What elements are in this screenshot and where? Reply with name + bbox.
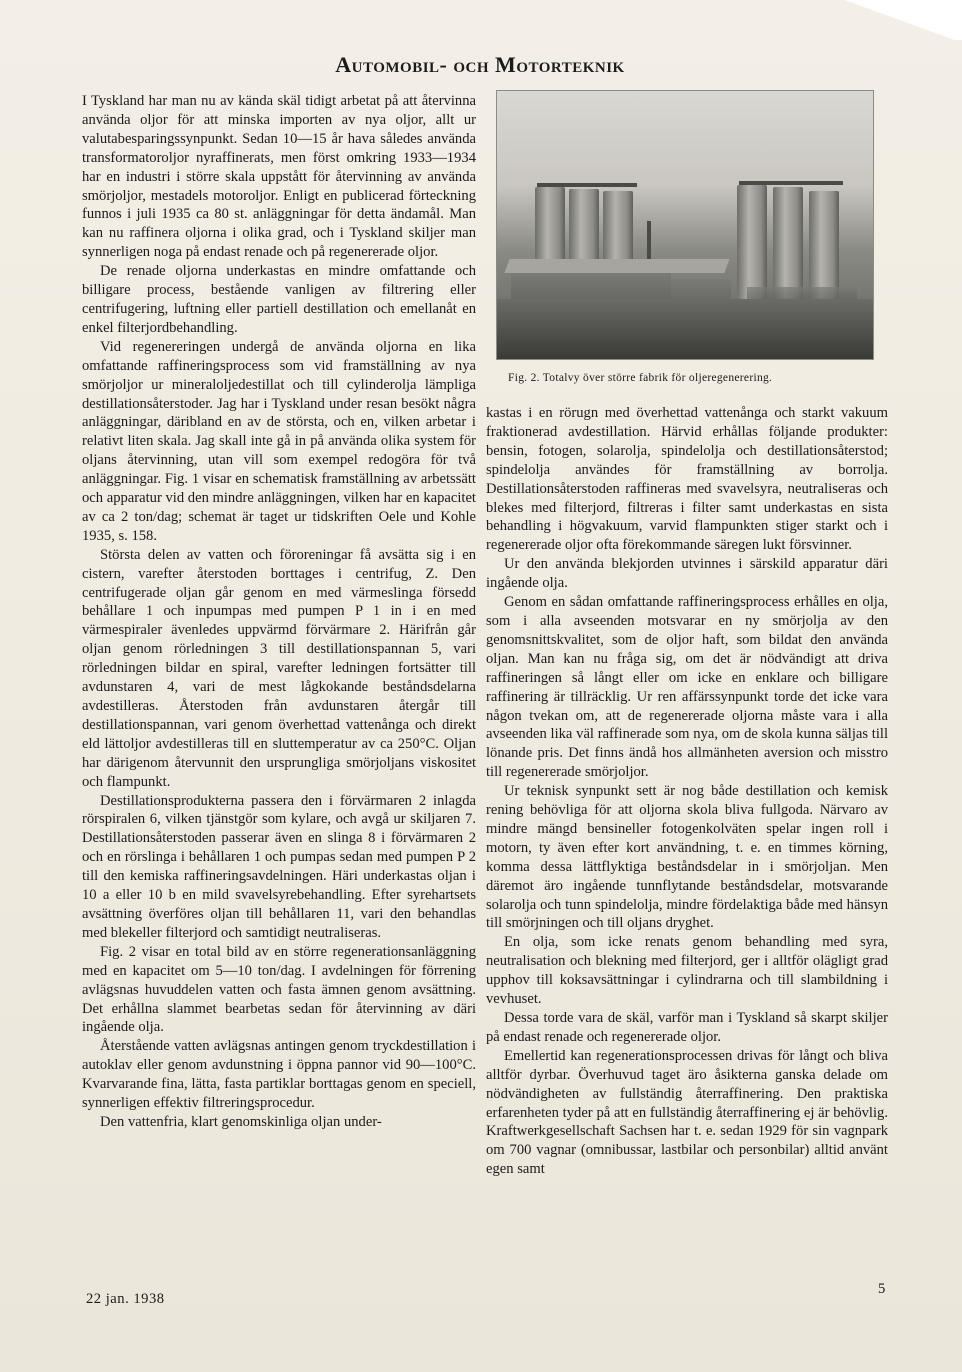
- issue-date: 22 jan. 1938: [86, 1291, 165, 1307]
- paragraph: Vid regenereringen undergå de använda oljorna en lika omfattande raffineringsprocess som vid framställning av nya smörjoljor ur mineraloljedestillat och till cylinderolja lämpliga destillationsåterstoder. Jag har i Tyskland under resan besökt några anläggningar, däribland en av de största, och en, vilken arbetar i relativt liten skala. Jag skall inte gå in på använda olika system för oljans återvinning, utan vill som exempel redogöra för två anläggningar. Fig. 1 visar en schematisk framställning av arbetssätt och apparatur vid den mindre anläggningen, vilken har en kapacitet av ca 2 ton/dag; schemat är taget ur tidskriften Oele und Kohle 1935, s. 158.: [82, 338, 476, 544]
- paragraph: I Tyskland har man nu av kända skäl tidigt arbetat på att återvinna använda oljor för att minska importen av nya oljor, allt ur valutabesparingssynpunkt. Sedan 10—15 år hava således använda transformatoroljor nyraffinerats, men först omkring 1933—1934 har en industri i större skala uppstått för återvinning av använda smörjoljor, mestadels motoroljor. Enligt en publicerad förteckning funnos i juli 1935 ca 80 st. anläggningar för detta ändamål. Man kan nu raffinera oljorna i olika grad, och i Tyskland skiljer man synnerligen noga på endast renade och på regenererade oljor.: [82, 93, 476, 261]
- paragraph: Fig. 2 visar en total bild av en större regenerationsanläggning med en kapacitet om 5—10 ton/dag. I avdelningen för förrening avlägsnas huvuddelen vatten och fasta ämnen genom avsättning. Det erhållna slammet bearbetas sedan för återvinning av däri ingående olja.: [82, 943, 476, 1036]
- pipe: [537, 183, 637, 187]
- page-header: Automobil- och Motorteknik: [335, 52, 625, 77]
- figure-caption: Fig. 2. Totalvy över större fabrik för oljeregenerering.: [508, 372, 773, 384]
- paragraph: Ur den använda blekjorden utvinnes i särskild apparatur däri ingående olja.: [486, 556, 888, 592]
- paragraph: Genom en sådan omfattande raffineringsprocess erhålles en olja, som i alla avseenden motsvarar en ny smörjolja av den genomsnittskvalitet, som de oljor haft, som bildat den använda oljan. Man kan nu fråga sig, om det är nödvändigt att driva raffineringen så långt eller om icke en enklare och billigare raffinering är tillräcklig. Ur ren affärssynpunkt torde det icke vara någon tvekan om, att de regenererade oljorna måste vara i alla avseenden lika väl raffinerade som nya, om de skola kunna säljas till lönande pris. Det finns ändå hos allmänheten aversion och misstro till regenererade smörjoljor.: [486, 594, 888, 781]
- factory-photo: [496, 90, 874, 360]
- ground: [497, 299, 873, 359]
- paragraph: kastas i en rörugn med överhettad vattenånga och starkt vakuum fraktionerad avdestillation. Härvid erhållas följande produkter: bensin, fotogen, solarolja, spindelolja och destillationsåterstod; spindelolja användes för framställning av borrolja. Destillationsåterstoden raffineras med svavelsyra, neutraliseras och blekes med filterjord, filtreras i filter samt underkastas en sista behandling i högvakuum, varvid flampunkten stiger starkt och i regenererade oljor ofta förekommande säregen lukt försvinner.: [486, 405, 888, 554]
- paragraph: Emellertid kan regenerationsprocessen drivas för långt och bliva alltför dyrbar. Överhuvud taget äro åsikterna ganska delade om nödvändigheten av fullständig återraffinering. Den praktiska erfarenheten tyder på att en fullständig återraffinering ej är behövlig. Kraftwerkgesellschaft Sachsen har t. e. sedan 1929 för sin vagnpark om 700 vagnar (omnibussar, lastbilar och personbilar) alltid använt egen samt: [486, 1047, 888, 1178]
- paragraph: Dessa torde vara de skäl, varför man i Tyskland så skarpt skiljer på endast renade och regenererade oljor.: [486, 1010, 888, 1045]
- paragraph: Ur teknisk synpunkt sett är nog både destillation och kemisk rening behövliga för att oljorna skola bliva fullgoda. Närvaro av mindre mängd bensineller fotogenkolväten spelar ingen roll i motorn, ty även efter kort användning, t. e. en timmes körning, komma dessa lättflyktiga beståndsdelar in i smörjoljan. Men däremot äro ingående tunnflytande beståndsdelar, motsvarande solarolja och tunn spindelolja, mindre fördelaktiga både med hänsyn till smörjningen och till oljans dryghet.: [486, 783, 888, 932]
- paragraph: Destillationsprodukterna passera den i förvärmaren 2 inlagda rörspiralen 6, vilken tjänstgör som kylare, och avgå ur skiljaren 7. Destillationsåterstoden passerar även en slinga 8 i förvärmaren 2 och en rörslinga i behållaren 1 och pumpas sedan med pumpen P 2 till den kemiska raffineringsavdelningen. Häri underkastas oljan i 10 a eller 10 b en mild svavelsyrebehandling. Efter syrehartsets avsättning överföres oljan till behållaren 11, vari den behandlas med blekeller filterjord och samtidigt neutraliseras.: [82, 792, 476, 941]
- paragraph: Återstående vatten avlägsnas antingen genom tryckdestillation i autoklav eller genom avdunstning i öppna pannor vid 90—100°C. Kvarvarande fina, lätta, fasta partiklar borttagas genom en speciell, synnerligen effektiv filtreringsprocedur.: [82, 1038, 476, 1112]
- left-column: [82, 92, 476, 1132]
- paragraph: Den vattenfria, klart genomskinliga oljan under-: [100, 1113, 382, 1130]
- roof: [504, 259, 729, 273]
- torn-corner: [782, 0, 962, 40]
- pipe: [739, 181, 843, 185]
- page-number: 5: [878, 1281, 886, 1297]
- paragraph: De renade oljorna underkastas en mindre omfattande och billigare process, bestående vanligen av filtrering eller centrifugering, luftning eller partiell destillation och emellanåt en enkel filterjordbehandling.: [82, 263, 476, 336]
- paragraph: Största delen av vatten och föroreningar få avsätta sig i en cistern, varefter återstoden borttages i centrifug, Z. Den centrifugerade oljan går genom en med värmeslinga försedd behållare 1 och inpumpas med pumpen P 1 in i en med värmespiraler ävenledes uppvärmd förvärmare 2. Härifrån går oljan genom rörledningen 3 till destillationspannan 5, vari rörledningen bildar en spiral, varefter ledningen fortsätter till avdunstaren 4, vari de mest lågkokande beståndsdelarna avdestilleras. Återstoden från avdunstaren återgår till destillationspannan, vari genom överhettad vattenånga och direkt eld lättoljor avdestilleras till en sluttemperatur av ca 250°C. Oljan har därigenom återvunnit den ursprungliga smörjoljans viskositet och flampunkt.: [82, 546, 476, 790]
- right-column: [486, 404, 888, 1179]
- paragraph: En olja, som icke renats genom behandling med syra, neutralisation och blekning med filterjord, ger i alltför olägligt grad upphov till koksavsättningar i cylindrarna och till slambildning i vevhuset.: [486, 934, 888, 1008]
